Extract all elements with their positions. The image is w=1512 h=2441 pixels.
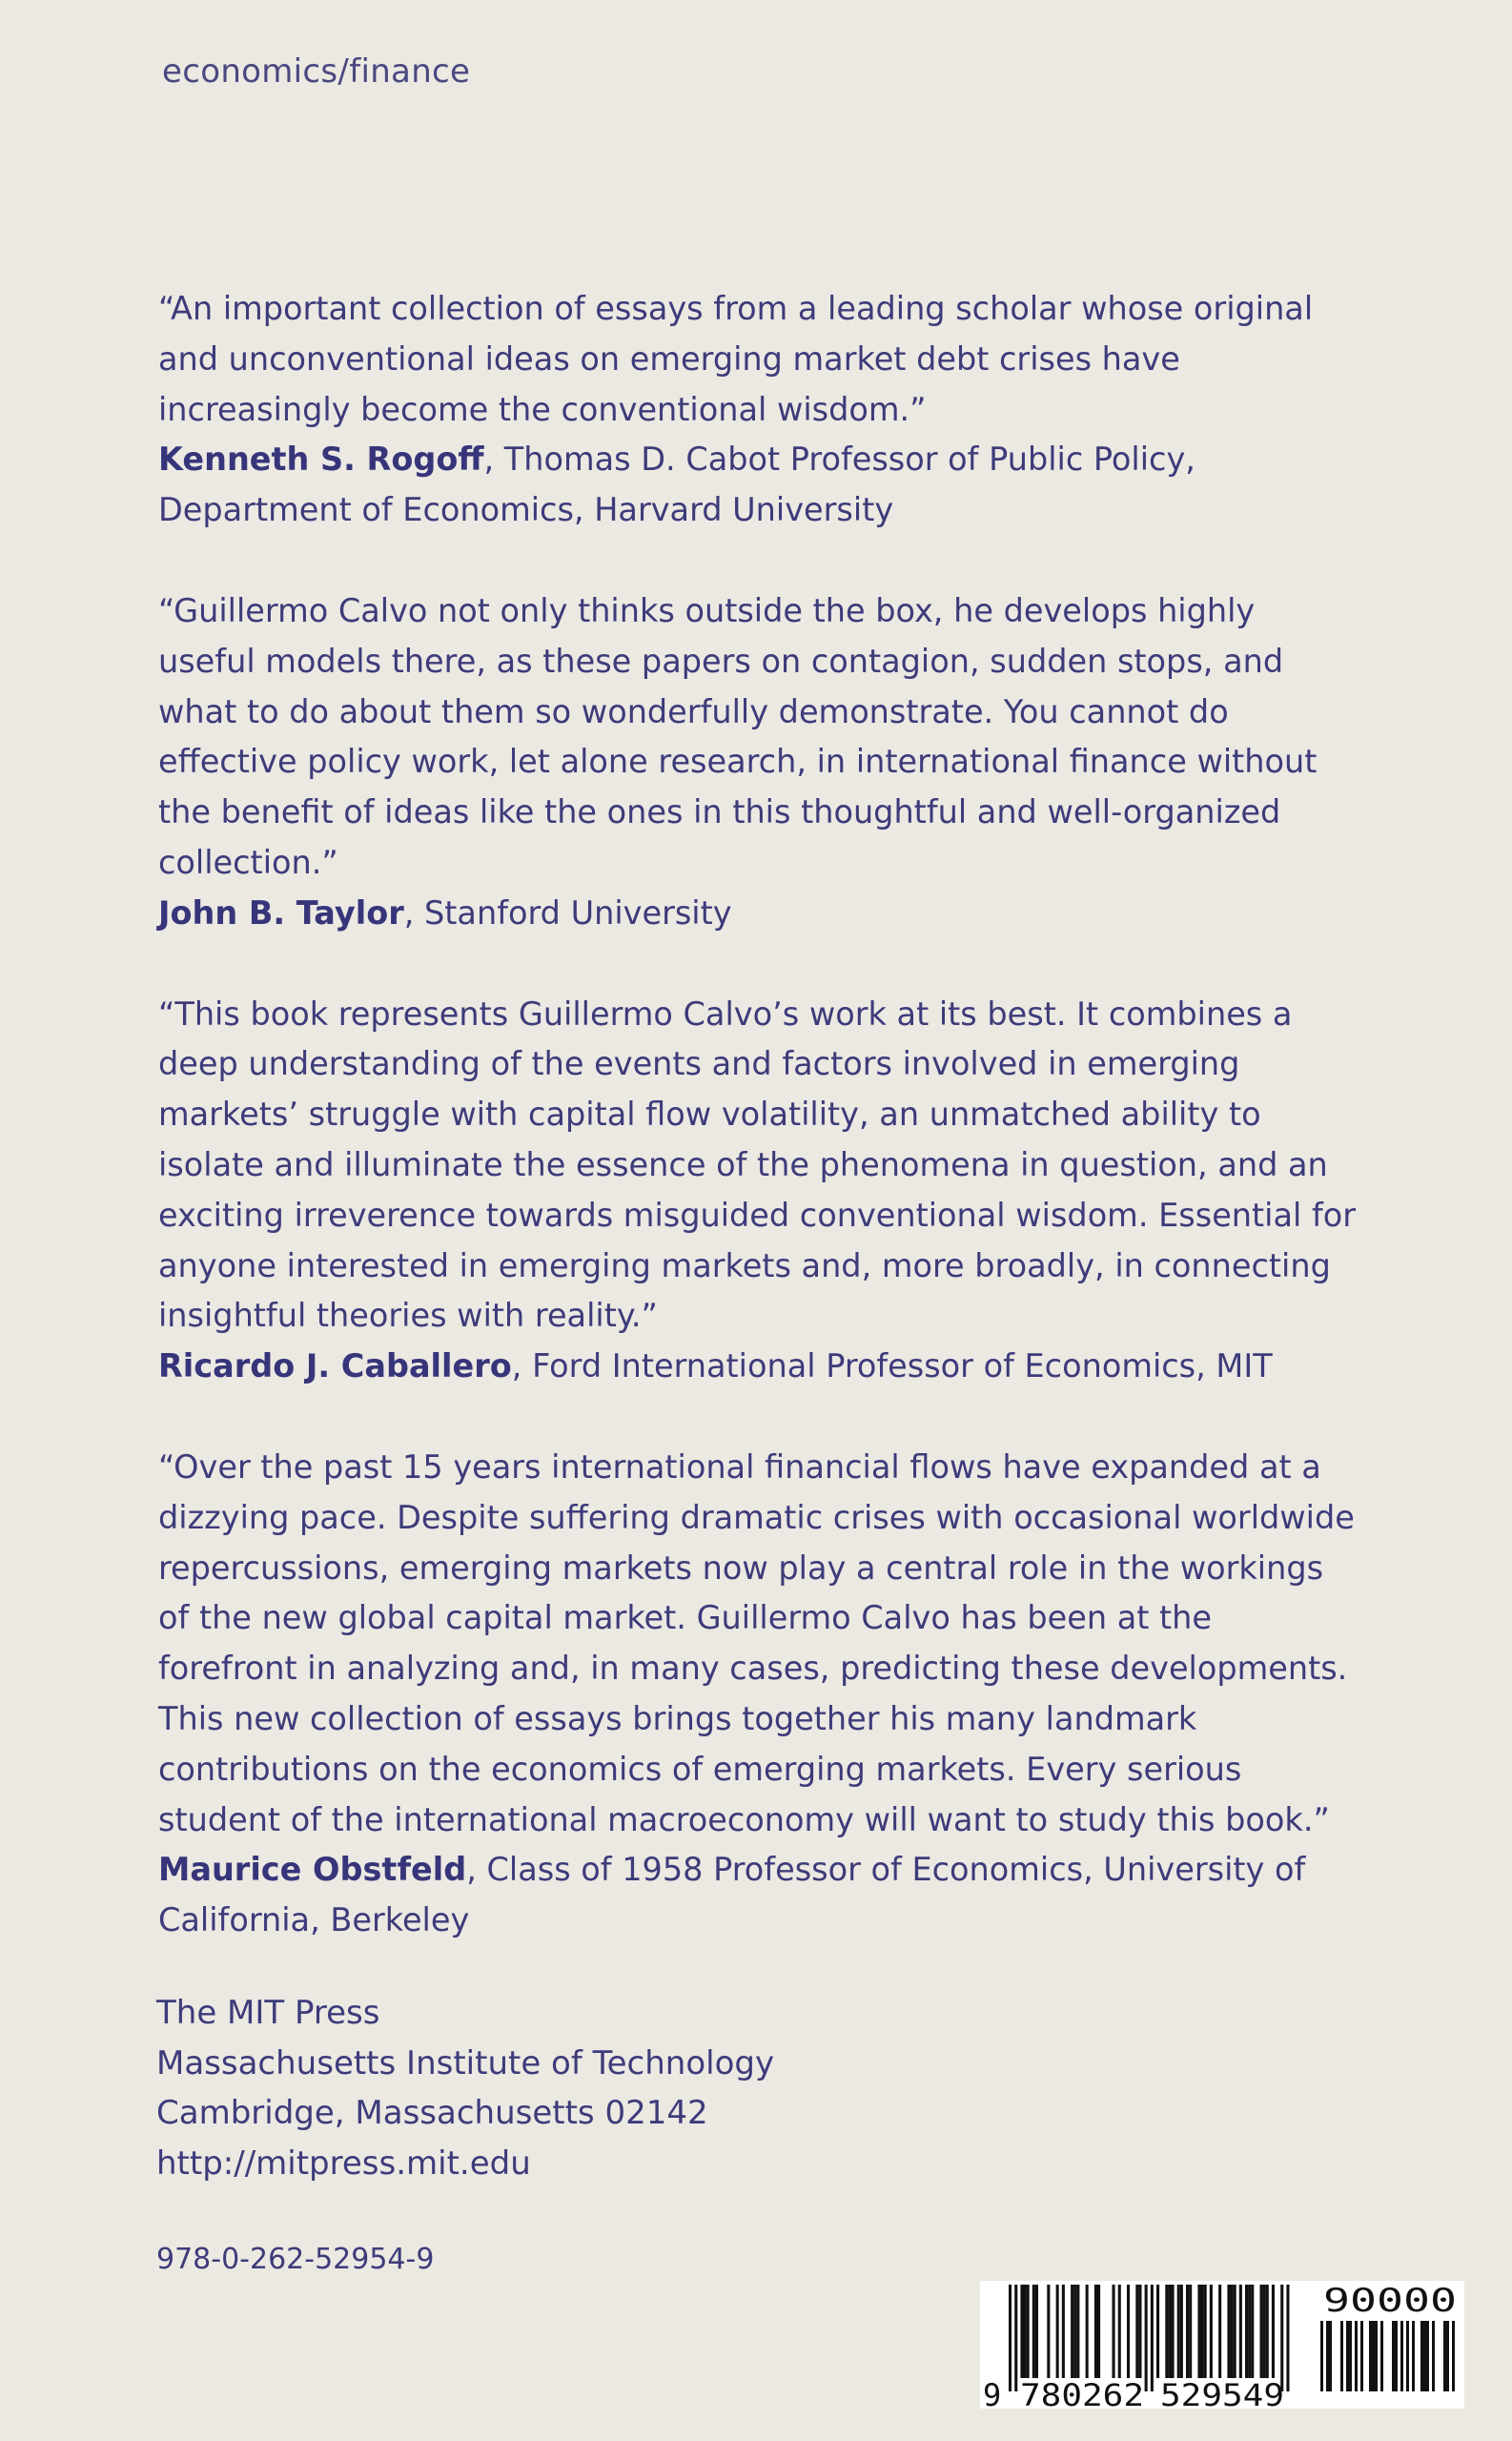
endorsement-attribution [158,1845,1359,1946]
barcode-bar [1151,2285,1154,2391]
barcode-bar [1266,2285,1269,2378]
endorsement-quote: “This book represents Guillermo Calvo’s work at its best. It combines a deep understanding of the events and factors involved in emerging markets’ struggle with capital flow volatility, an unmatched ability to isolate and illuminate the essence of the phenomena in question, and an exciting irreverence towards misguided conventional wisdom. Essential for anyone interested in emerging markets and, more broadly, in connecting insightful theories with reality.” [158,995,1357,1335]
barcode-bar [1156,2285,1159,2378]
barcode-bar [1204,2285,1207,2378]
addon-bar [1392,2321,1395,2391]
barcode-left-digits: 780262 [1020,2377,1144,2409]
endorsement-rogoff [158,284,1359,536]
barcode-bar [1239,2285,1242,2378]
endorsement-attribution [158,435,1359,536]
addon-bar [1340,2321,1343,2391]
barcode-bar [1127,2285,1130,2378]
barcode-bar [1145,2285,1148,2391]
barcode-bar [1227,2285,1230,2378]
endorsement-caballero [158,990,1359,1392]
barcode-bar [1024,2285,1027,2378]
endorser-affiliation: , Class of 1958 Professor of Economics, University of California, Berkeley [158,1851,1306,1939]
addon-bar [1443,2321,1446,2391]
barcode-bar [1197,2285,1200,2378]
addon-bar [1432,2321,1435,2391]
endorsement-taylor [158,586,1359,939]
barcode-bar [1071,2285,1073,2378]
addon-bar [1320,2321,1323,2391]
isbn-number: 978-0-262-52954-9 [156,2243,435,2276]
barcode-lead-digit: 9 [983,2377,1002,2409]
endorsement-quote: “Over the past 15 years international financial flows have expanded at a dizzying pace. Despite suffering dramatic crises with occasional worldwide repercussions, emerging markets now play a central role in the workings of the new global capital market. Guillermo Calvo has been at the forefront in analyzing and, in many cases, predicting these developments. This new collection of essays brings together his many landmark contributions on the economics of emerging markets. Every serious student of the international macroeconomy will want to study this book.” [158,1447,1355,1838]
barcode-bar [1272,2285,1275,2378]
barcode-right-digits: 529549 [1160,2377,1284,2409]
barcode-bar [1180,2285,1183,2378]
publisher-name: The MIT Press [156,1994,380,2032]
endorsement-quote: “An important collection of essays from a leading scholar whose original and unconventional ideas on emerging market debt crises have increasingly become the conventional wisdom.” [158,290,1314,428]
endorser-name: John B. Taylor [158,893,404,932]
barcode-bar [1009,2285,1011,2391]
barcode-bar [1014,2285,1017,2391]
barcode-bar [1165,2285,1168,2378]
barcode-bar [1056,2285,1059,2378]
barcode-bar [1062,2285,1065,2378]
barcode-bar [1047,2285,1050,2378]
endorser-affiliation: , Ford International Professor of Economics, MIT [511,1347,1273,1385]
endorser-name: Maurice Obstfeld [158,1851,467,1889]
barcode-addon-digits: 90000 [1323,2282,1457,2320]
barcode-bar [1086,2285,1089,2378]
barcode-bar [1076,2285,1079,2378]
barcode-bar [1189,2285,1192,2378]
barcode-bar [1135,2285,1138,2378]
addon-bar [1349,2321,1352,2391]
barcode-bar [1094,2285,1097,2378]
barcode-bar [1097,2285,1100,2378]
barcode-bar [1020,2285,1023,2378]
publisher-url: http://mitpress.mit.edu [156,2144,531,2183]
barcode-bar [1073,2285,1076,2378]
isbn-barcode [980,2281,1464,2409]
addon-bar [1446,2321,1449,2391]
addon-bar [1369,2321,1372,2391]
barcode-bar [1251,2285,1254,2378]
addon-bar [1426,2321,1429,2391]
addon-bar [1420,2321,1423,2391]
barcode-bar [1113,2285,1115,2378]
addon-bar [1423,2321,1426,2391]
barcode-bar [1035,2285,1038,2378]
barcode-bar [1263,2285,1266,2378]
barcode-bar [1231,2285,1234,2378]
addon-bar [1360,2321,1363,2391]
addon-bar [1452,2321,1455,2391]
endorsement-attribution [158,889,1359,939]
barcode-bar [1177,2285,1180,2378]
barcode-bar [1248,2285,1251,2378]
addon-bar [1380,2321,1383,2391]
endorsement-attribution [158,1342,1359,1392]
barcode-bar [1032,2285,1035,2378]
endorser-affiliation: , Thomas D. Cabot Professor of Public Policy, Department of Economics, Harvard University [158,441,1195,529]
barcode-bar [1234,2285,1236,2378]
endorser-name: Ricardo J. Caballero [158,1347,512,1385]
barcode-bar [1186,2285,1189,2378]
barcode-bar [1280,2285,1283,2391]
barcode-bar [1218,2285,1221,2378]
addon-bar [1372,2321,1375,2391]
barcode-bar [1210,2285,1213,2378]
barcode-bar [1138,2285,1141,2378]
addon-bar [1375,2321,1378,2391]
addon-bar [1406,2321,1409,2391]
endorser-affiliation: , Stanford University [403,893,732,932]
barcode-bar [1172,2285,1175,2378]
barcode-bar [1118,2285,1121,2378]
endorsements [158,284,1359,1997]
addon-bar [1395,2321,1398,2391]
barcode-bar [1260,2285,1263,2378]
addon-bar [1346,2321,1349,2391]
barcode-bar [1201,2285,1204,2378]
addon-bar [1412,2321,1415,2391]
publisher-institution: Massachusetts Institute of Technology [156,2043,775,2082]
barcode-graphic [980,2281,1464,2409]
publisher-address: Cambridge, Massachusetts 02142 [156,2094,708,2132]
barcode-bar [1245,2285,1248,2378]
endorser-name: Kenneth S. Rogoff [158,441,484,479]
barcode-bar [1168,2285,1171,2378]
endorsement-obstfeld [158,1443,1359,1946]
addon-bar [1329,2321,1332,2391]
barcode-bar [1027,2285,1030,2378]
endorsement-quote: “Guillermo Calvo not only thinks outside the box, he develops highly useful models there, as these papers on contagion, sudden stops, and what to do about them so wonderfully demonstrate. You cannot do effective policy work, let alone research, in international finance without the benefit of ideas like the ones in this thoughtful and well-organized collection.” [158,591,1318,881]
barcode-bar [1286,2285,1289,2391]
addon-bar [1400,2321,1403,2391]
addon-bar [1326,2321,1329,2391]
publisher-block [156,1988,774,2188]
addon-bar [1355,2321,1358,2391]
category-label: economics/finance [162,52,471,91]
